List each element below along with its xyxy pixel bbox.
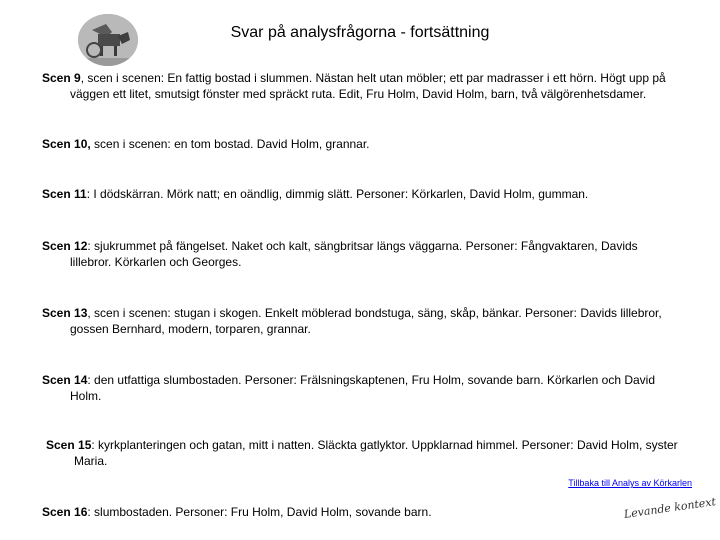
scene-text: : den utfattiga slumbostaden. Personer: Frälsningskaptenen, Fru Holm, sovande barn. Körkarlen och David: [87, 373, 656, 387]
scene-item: [42, 238, 682, 270]
scene-text-continued: Maria.: [74, 454, 108, 468]
scene-label: Scen 11: [42, 187, 87, 201]
scene-item: [42, 186, 682, 202]
scene-text-continued: gossen Bernhard, modern, torparen, grannar.: [70, 322, 311, 336]
page-title: Svar på analysfrågorna - fortsättning: [230, 24, 490, 41]
scene-item: [42, 504, 682, 520]
scene-text: : kyrkplanteringen och gatan, mitt i natten. Släckta gatlyktor. Uppklarnad himmel. Personer: David Holm, syster: [91, 438, 678, 452]
brand-logo: Levande kontext: [623, 495, 717, 521]
back-to-analysis-link[interactable]: Tillbaka till Analys av Körkarlen: [568, 478, 692, 488]
scene-label: Scen 12: [42, 239, 88, 253]
scene-label: Scen 16: [42, 505, 88, 519]
scene-label: Scen 14: [42, 373, 88, 387]
scene-label: Scen 10,: [42, 137, 91, 151]
scene-text: : slumbostaden. Personer: Fru Holm, David Holm, sovande barn.: [87, 505, 432, 519]
scene-item: [42, 136, 682, 152]
scene-label: Scen 9: [42, 71, 81, 85]
scene-text: : I dödskärran. Mörk natt; en oändlig, dimmig slätt. Personer: Körkarlen, David Holm, gumman.: [86, 187, 589, 201]
scene-item: [42, 70, 682, 102]
scene-label: Scen 15: [46, 438, 92, 452]
scene-text-continued: lillebror. Körkarlen och Georges.: [70, 255, 242, 269]
scene-text-continued: Holm.: [70, 389, 102, 403]
scene-text: : sjukrummet på fängelset. Naket och kalt, sängbritsar längs väggarna. Personer: Fångvaktaren, Davids: [87, 239, 638, 253]
scene-text: , scen i scenen: stugan i skogen. Enkelt möblerad bondstuga, säng, skåp, bänkar. Personer: Davids lillebror,: [87, 306, 662, 320]
scene-text: , scen i scenen: En fattig bostad i slummen. Nästan helt utan möbler; ett par madrasser i ett hörn. Högt upp på: [80, 71, 666, 85]
scene-text: scen i scenen: en tom bostad. David Holm, grannar.: [90, 137, 370, 151]
scene-item: [46, 437, 686, 469]
scene-item: [42, 305, 682, 337]
scene-text-continued: väggen ett litet, smutsigt fönster med spräckt ruta. Edit, Fru Holm, David Holm, barn, två välgörenhetsdamer.: [70, 87, 647, 101]
scene-label: Scen 13: [42, 306, 88, 320]
scene-item: [42, 372, 682, 404]
